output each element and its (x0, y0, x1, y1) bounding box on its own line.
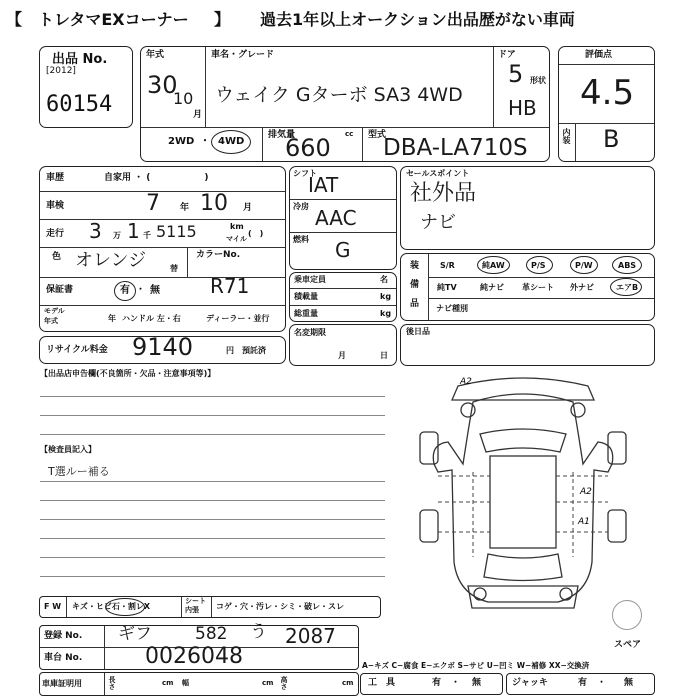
header-corner-name: トレタマEXコーナー (38, 10, 189, 29)
registration-kana: う (250, 622, 267, 642)
jack-sep: ・ (597, 678, 607, 688)
lot-label: 出品 No. (52, 52, 108, 67)
model-row-year: 年 (108, 314, 116, 323)
mileage-man: 3 (89, 219, 102, 243)
condition-seat-items: コゲ・穴・汚レ・シミ・破レ・スレ (216, 602, 344, 611)
equip-ext-navi: 外ナビ (570, 283, 594, 292)
name-change-day: 日 (380, 351, 388, 360)
name-change-label: 名変期限 (294, 328, 326, 337)
inspector-label: 【検査員記入】 (40, 445, 96, 454)
cert-label: 車庫証明用 (42, 679, 82, 688)
equip-sr: S/R (440, 261, 455, 270)
jack-nashi: 無 (624, 678, 634, 688)
sales-point-line1: 社外品 (410, 181, 477, 206)
inspector-note: T選ルー補る (48, 465, 110, 478)
warranty-dot: ・ (136, 285, 146, 295)
mileage-man-unit: 万 (113, 231, 121, 240)
diagram-mark-top: A2 (460, 377, 472, 387)
model-year-value: 30 (147, 71, 178, 99)
equip-leather: 革シート (522, 283, 554, 292)
equip-tv: 純TV (437, 283, 457, 292)
header-left-bracket: 【 (6, 10, 23, 29)
fuel-label: 燃料 (293, 235, 309, 244)
capacity-unit: 名 (380, 275, 388, 284)
diagram-mark-right-2: A1 (578, 517, 590, 527)
equip-abs: ABS (618, 261, 637, 270)
equip-aw-circle (477, 256, 510, 274)
cert-height-unit: cm (342, 679, 354, 687)
sales-point-box (400, 166, 655, 250)
warranty-ari-circle (114, 281, 136, 301)
interior-value: B (603, 125, 620, 153)
drive-4wd-circle (211, 130, 251, 154)
drive-dot: ・ (200, 136, 210, 147)
header-banner (0, 0, 700, 30)
cert-long: 長さ (108, 676, 116, 690)
mileage-label: 走行 (46, 229, 65, 239)
tools-ari: 有 (432, 678, 442, 688)
jack-ari: 有 (578, 678, 588, 688)
chassis-label: 車台 No. (44, 653, 83, 663)
inspection-month-unit: 月 (243, 203, 253, 213)
interior-label: 内装 (562, 128, 571, 144)
car-damage-diagram (398, 372, 648, 612)
mileage-mile: マイル (226, 235, 247, 243)
tools-sep: ・ (451, 678, 461, 688)
equip-navi-type: ナビ種別 (436, 304, 468, 313)
cert-width-unit: cm (262, 679, 274, 687)
displacement-value: 660 (285, 134, 331, 162)
cert-height: 高さ (280, 676, 288, 690)
doors-value: 5 (508, 60, 524, 88)
header-right-bracket: 】 (214, 10, 231, 29)
model-row-dealer: ディーラー・並行 (206, 314, 270, 323)
aftermarket-label: 後日品 (406, 327, 430, 336)
mileage-km: km (230, 222, 244, 231)
condition-hibi-circle (105, 598, 145, 616)
inspection-month: 10 (200, 191, 228, 216)
capacity-label: 乗車定員 (294, 275, 326, 284)
model-month-suffix: 月 (193, 110, 203, 120)
spare-label: スペア (614, 640, 642, 650)
model-year-label: 年式 (146, 50, 165, 60)
registration-region: ギフ (118, 624, 152, 644)
inspection-year-unit: 年 (180, 203, 190, 213)
equip-aw: 純AW (482, 261, 505, 270)
shift-value: IAT (308, 173, 339, 197)
displacement-label: 排気量 (268, 130, 296, 140)
color-label: 色 (52, 252, 62, 262)
doors-label: ドア (498, 50, 516, 60)
sales-point-label: セールスポイント (406, 169, 470, 178)
recycle-value: 9140 (132, 333, 194, 361)
name-change-month: 月 (338, 351, 346, 360)
aftermarket-box (400, 324, 655, 366)
equip-abs-circle (612, 256, 642, 274)
jack-label: ジャッキ (512, 678, 548, 688)
equipment-label-3: 品 (410, 299, 420, 309)
cert-width: 幅 (182, 679, 189, 687)
diagram-mark-right-1: A2 (580, 487, 592, 497)
model-code-value: DBA-LA710S (383, 135, 528, 161)
equipment-label-1: 装 (410, 261, 420, 271)
score-label: 評価点 (585, 50, 613, 60)
warranty-ari: 有 (120, 285, 130, 296)
score-value: 4.5 (580, 73, 635, 113)
equip-pw-circle (570, 256, 598, 274)
color-value: オレンジ (75, 250, 147, 271)
condition-seat-label2: 内張 (185, 606, 199, 614)
tools-nashi: 無 (472, 678, 482, 688)
color-replace-label: 替 (170, 264, 178, 273)
displacement-unit: cc (345, 130, 354, 138)
model-row-handle: ハンドル 左・右 (122, 314, 181, 323)
equip-airbag: エアB (616, 283, 639, 292)
tools-label: 工 具 (368, 678, 396, 688)
equip-ps-circle (526, 256, 553, 274)
cert-long-unit: cm (162, 679, 174, 687)
shift-label: シフト (293, 169, 317, 178)
color-code-label: カラーNo. (196, 250, 241, 260)
registration-label: 登録 No. (44, 631, 83, 641)
inspection-year: 7 (146, 191, 160, 216)
equip-ps: P/S (531, 261, 546, 270)
sales-point-line2: ナビ (420, 212, 456, 233)
registration-class: 582 (195, 624, 228, 644)
drive-4wd: 4WD (218, 136, 245, 147)
inspection-label: 車検 (46, 201, 65, 211)
ac-value: AAC (315, 206, 357, 230)
condition-seat-label: シート (185, 597, 206, 605)
drive-2wd: 2WD (168, 136, 195, 147)
car-name-value: ウェイク Gターボ SA3 4WD (215, 84, 463, 106)
shape-value: HB (508, 96, 537, 120)
model-row-label2: 年式 (44, 317, 58, 325)
header-notice: 過去1年以上オークション出品歴がない車両 (260, 10, 575, 29)
color-code-value: R71 (210, 274, 250, 298)
fuel-value: G (335, 238, 351, 262)
lot-box (39, 46, 133, 128)
load-unit: kg (380, 292, 392, 301)
history-label: 車歴 (46, 173, 65, 183)
mileage-paren: ( ) (248, 229, 264, 238)
mileage-sen: 1 (127, 219, 140, 243)
seller-notes-label: 【出品店申告欄(不良箇所・欠品・注意事項等)】 (40, 369, 216, 378)
mileage-hyaku: 5115 (156, 222, 197, 241)
recycle-label: リサイクル料金 (46, 345, 108, 355)
equipment-label-2: 備 (410, 280, 420, 290)
lot-year-tag: [2012] (46, 66, 76, 76)
chassis-value: 0026048 (145, 644, 243, 669)
recycle-deposit: 預託済 (242, 346, 266, 355)
car-name-label: 車名・グレード (211, 50, 275, 60)
gross-label: 総重量 (294, 309, 318, 318)
equip-navi: 純ナビ (480, 283, 504, 292)
registration-number: 2087 (285, 624, 336, 648)
warranty-nashi: 無 (150, 285, 160, 296)
recycle-unit: 円 (226, 346, 234, 355)
condition-fw: F W (44, 602, 62, 611)
ac-label: 冷房 (293, 202, 309, 211)
lot-number: 60154 (46, 92, 113, 117)
history-options: 自家用 ・ ( ) (104, 173, 209, 183)
load-label: 積載量 (294, 292, 318, 301)
model-month-value: 10 (173, 89, 194, 108)
cert-box (39, 672, 359, 696)
equip-airbag-circle (610, 278, 642, 296)
warranty-label: 保証書 (46, 285, 74, 295)
shape-label: 形状 (530, 76, 546, 85)
damage-legend: A−キズ C−腐食 E−エクボ S−サビ U−凹ミ W−補修 XX−交換済 (362, 661, 590, 670)
condition-items: キズ・ヒビ石・割レX (72, 602, 151, 611)
equip-pw: P/W (575, 261, 593, 270)
model-code-label: 型式 (368, 130, 387, 140)
gross-unit: kg (380, 309, 392, 318)
model-row-label1: モデル (44, 307, 65, 315)
mileage-sen-unit: 千 (143, 231, 151, 240)
